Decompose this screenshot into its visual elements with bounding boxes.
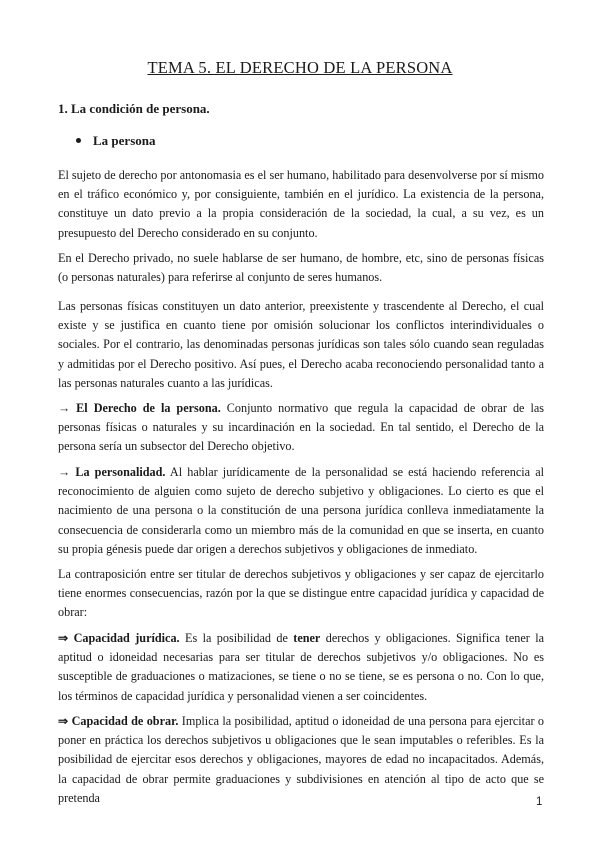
bullet-dot-icon	[76, 138, 81, 143]
paragraph-2: En el Derecho privado, no suele hablarse de ser humano, de hombre, etc, sino de personas físicas (o personas naturales) para referirse al conjunto de seres humanos.	[58, 251, 544, 285]
paragraph-5-lead: → La personalidad.	[58, 465, 166, 479]
bullet-label: La persona	[93, 133, 156, 148]
paragraph-8-lead: ⇒ Capacidad de obrar.	[58, 714, 179, 728]
paragraph-7-b: derechos y obligaciones. Significa tener la aptitud o idoneidad necesarias para ser titular de derechos subjetivos y/o obligaciones. No es susceptible de graduaciones o matizaciones, se tiene o no se tiene, se es persona o no. Con lo que, los términos de capacidad jurídica y personalidad vienen a ser coincidentes.	[58, 631, 544, 703]
bullet-heading	[76, 133, 155, 149]
paragraph-8-body: Implica la posibilidad, aptitud o idoneidad de una persona para ejercitar o poner en práctica los derechos subjetivos u obligaciones que le sean imputables o referibles. Es la posibilidad de ejercitar esos derechos y obligaciones, mayores de edad no incapacitados. Además, la capacidad de obrar permite graduaciones y subdivisiones en atención al tipo de acto que se pretenda	[58, 714, 544, 805]
paragraph-5	[58, 463, 544, 559]
paragraph-4	[58, 399, 544, 457]
paragraph-6: La contraposición entre ser titular de derechos subjetivos y obligaciones y ser capaz de ejercitarlo tiene enormes consecuencias, razón por la que se distingue entre capacidad jurídica y capacidad de obrar:	[58, 567, 544, 620]
document-title: TEMA 5. EL DERECHO DE LA PERSONA	[147, 58, 453, 77]
paragraph-4-lead: → El Derecho de la persona.	[58, 401, 221, 415]
paragraph-8	[58, 712, 544, 808]
section-heading: 1. La condición de persona.	[58, 101, 210, 116]
paragraph-7-lead: ⇒ Capacidad jurídica.	[58, 631, 180, 645]
paragraph-1: El sujeto de derecho por antonomasia es el ser humano, habilitado para desenvolverse por sí mismo en el tráfico económico y, por consiguiente, también en el jurídico. La existencia de la persona, constituye un dato previo a la propia consideración de la sociedad, la cual, a su vez, es un presupuesto del Derecho considerado en su conjunto.	[58, 168, 544, 240]
paragraph-7-a: Es la posibilidad de	[179, 631, 294, 645]
page-number: 1	[536, 796, 543, 808]
paragraph-7-bold: tener	[293, 631, 321, 645]
paragraph-5-body: Al hablar jurídicamente de la personalidad se está haciendo referencia al reconocimiento de alguien como sujeto de derecho subjetivo y obligaciones. Lo cierto es que el nacimiento de una persona o la constitución de una persona jurídica conlleva inmediatamente la consecuencia de considerarla como un miembro más de la comunidad en que se inserta, en cuanto su propia génesis puede dar origen a derechos subjetivos y obligaciones de inmediato.	[58, 465, 545, 556]
paragraph-4-body: Conjunto normativo que regula la capacidad de obrar de las personas físicas o naturales y su incardinación en la sociedad. En tal sentido, el Derecho de la persona sería un subsector del Derecho objetivo.	[58, 401, 544, 454]
paragraph-7	[58, 629, 544, 706]
paragraph-3: Las personas físicas constituyen un dato anterior, preexistente y trascendente al Derecho, el cual existe y se justifica en cuanto tiene por omisión solucionar los conflictos interindividuales o sociales. Por el contrario, las denominadas personas jurídicas son tales sólo cuando sean reguladas y admitidas por el Derecho positivo. Así pues, el Derecho acaba reconociendo personalidad tanto a las personas naturales cuanto a las jurídicas.	[58, 299, 544, 390]
